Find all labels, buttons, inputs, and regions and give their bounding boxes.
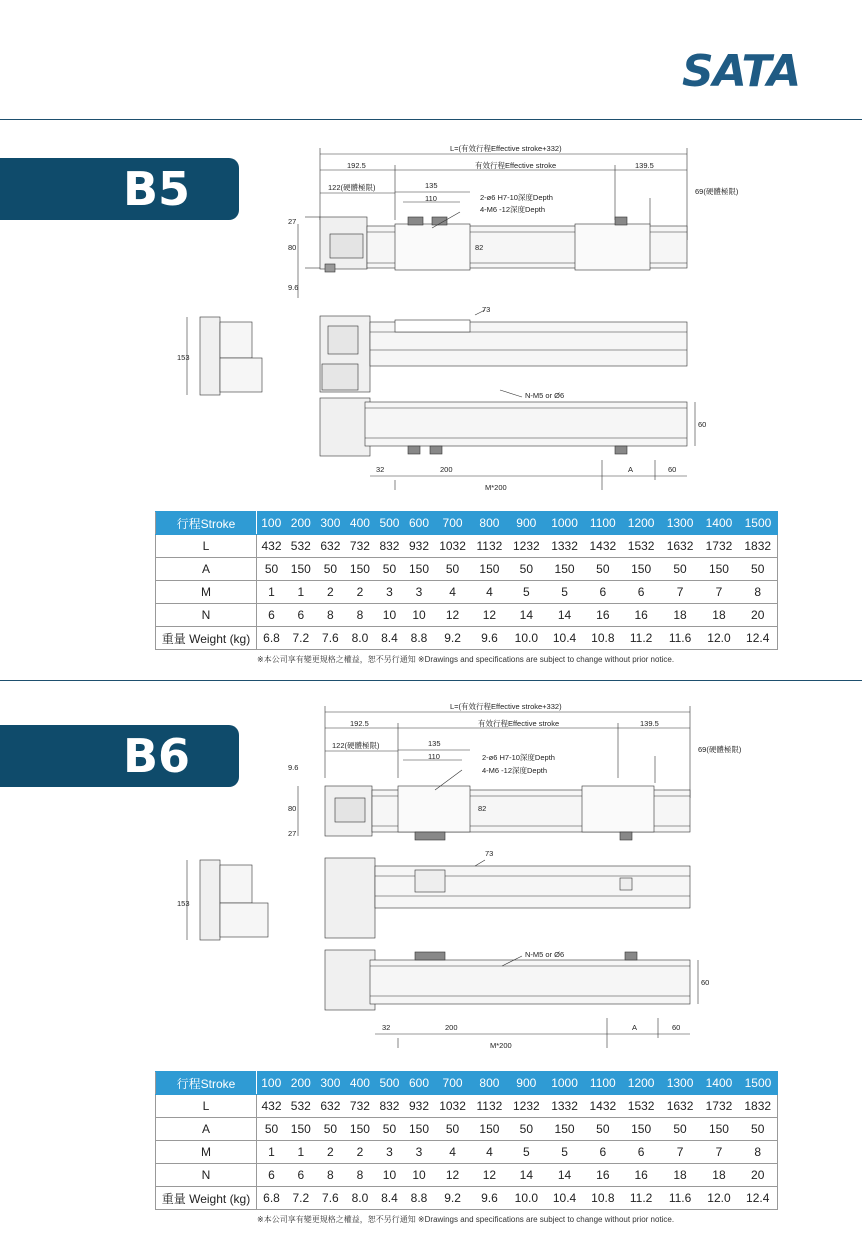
table-cell: 10 [375,604,405,627]
dim-32: 32 [376,465,385,474]
table-cell: 12.0 [700,1187,739,1210]
table-cell: 12 [434,1164,472,1187]
table-cell: 50 [257,1118,287,1141]
dim-80: 80 [288,804,297,813]
table-cell: 6 [257,1164,287,1187]
stroke-header-cell: 300 [316,512,346,535]
table-cell: 150 [700,558,739,581]
table-cell: 14 [508,604,546,627]
table-cell: 7.6 [316,627,346,650]
stroke-header-cell: 400 [345,1072,375,1095]
stroke-header-cell: 1100 [584,512,622,535]
sata-logo: SATA [682,46,801,97]
table-cell: 12.0 [700,627,739,650]
dim-60-horizontal: 60 [668,465,677,474]
row-label: L [156,535,257,558]
dim-153: 153 [177,899,190,908]
table-cell: 1132 [471,535,507,558]
table-cell: 2 [345,1141,375,1164]
spec-table-b6 [155,1071,778,1210]
table-cell: 4 [434,1141,472,1164]
dim-a: A [628,465,634,474]
table-cell: 632 [316,1095,346,1118]
table-cell: 6.8 [257,627,287,650]
table-cell: 432 [257,535,287,558]
table-cell: 1432 [584,1095,622,1118]
table-cell: 8.8 [404,1187,434,1210]
table-cell: 12 [434,604,472,627]
dim-effective-stroke: 有效行程Effective stroke [478,719,560,728]
table-cell: 7 [700,1141,739,1164]
stroke-header-cell: 200 [286,1072,316,1095]
disclaimer-note: ※本公司享有變更規格之權益，恕不另行通知 ※Drawings and specifications are subject to change without prior notice. [257,655,675,664]
table-cell: 7.2 [286,627,316,650]
stroke-header-cell: 1300 [661,512,700,535]
table-row [156,1164,778,1187]
table-cell: 932 [404,535,434,558]
stroke-header-cell: 100 [257,1072,287,1095]
table-cell: 1 [286,581,316,604]
table-cell: 10.8 [584,627,622,650]
table-cell: 150 [471,558,507,581]
table-cell: 1232 [508,1095,546,1118]
stroke-header-cell: 400 [345,512,375,535]
table-header-row [156,512,778,535]
table-cell: 150 [545,558,584,581]
stroke-header-cell: 900 [508,1072,546,1095]
section-divider [0,119,862,120]
table-cell: 8.4 [375,1187,405,1210]
model-title: B5 [123,162,191,216]
table-cell: 18 [661,604,700,627]
table-cell: 8.0 [345,1187,375,1210]
table-cell: 5 [508,581,546,604]
stroke-header-cell: 1000 [545,512,584,535]
table-cell: 7.2 [286,1187,316,1210]
dim-n-m5: N-M5 or Ø6 [525,391,565,400]
row-label: M [156,1141,257,1164]
table-cell: 12 [471,1164,507,1187]
table-cell: 12.4 [738,627,777,650]
table-cell: 1 [257,1141,287,1164]
table-cell: 8 [345,604,375,627]
table-cell: 50 [375,1118,405,1141]
dim-hole-spec-2: 4-M6 -12深度Depth [480,205,546,214]
section-divider [0,680,862,681]
table-cell: 8 [738,581,777,604]
table-cell: 532 [286,535,316,558]
table-cell: 9.6 [471,627,507,650]
table-cell: 5 [545,1141,584,1164]
table-cell: 1632 [661,1095,700,1118]
dim-effective-stroke: 有效行程Effective stroke [475,161,557,170]
table-cell: 3 [375,581,405,604]
table-cell: 4 [434,581,472,604]
dim-overall-length: L=(有效行程Effective stroke+332) [450,144,562,153]
table-cell: 50 [434,558,472,581]
table-cell: 50 [661,1118,700,1141]
dim-135: 135 [425,181,438,190]
table-cell: 150 [700,1118,739,1141]
dim-27: 27 [288,829,297,838]
table-cell: 7 [700,581,739,604]
table-cell: 1732 [700,535,739,558]
dim-135: 135 [428,739,441,748]
dim-m200: M*200 [490,1041,512,1048]
dim-200: 200 [445,1023,458,1032]
table-cell: 150 [471,1118,507,1141]
stroke-header-cell: 500 [375,512,405,535]
row-label: M [156,581,257,604]
dim-82: 82 [478,804,487,813]
table-cell: 10.4 [545,627,584,650]
stroke-header-cell: 700 [434,512,472,535]
table-cell: 50 [738,558,777,581]
table-cell: 50 [375,558,405,581]
table-cell: 50 [316,1118,346,1141]
table-cell: 1332 [545,535,584,558]
stroke-header-cell: 700 [434,1072,472,1095]
dim-122-limit: 122(硬體極限) [332,741,380,750]
table-cell: 150 [404,1118,434,1141]
dim-27: 27 [288,217,297,226]
table-cell: 150 [545,1118,584,1141]
dim-n-m5: N-M5 or Ø6 [525,950,565,959]
table-row [156,1141,778,1164]
table-cell: 3 [375,1141,405,1164]
stroke-header-cell: 800 [471,512,507,535]
table-cell: 832 [375,1095,405,1118]
stroke-header-cell: 1400 [700,1072,739,1095]
table-cell: 632 [316,535,346,558]
table-cell: 12 [471,604,507,627]
dim-60-horizontal: 60 [672,1023,681,1032]
table-cell: 150 [622,558,661,581]
table-cell: 10 [404,604,434,627]
table-cell: 6 [584,1141,622,1164]
stroke-header-cell: 1100 [584,1072,622,1095]
dim-9-6: 9.6 [288,283,299,292]
table-cell: 432 [257,1095,287,1118]
stroke-header-cell: 200 [286,512,316,535]
stroke-header-cell: 300 [316,1072,346,1095]
row-label: N [156,604,257,627]
dim-153: 153 [177,353,190,362]
table-cell: 150 [286,1118,316,1141]
table-cell: 5 [545,581,584,604]
table-cell: 50 [508,1118,546,1141]
dim-hole-spec-2: 4-M6 -12深度Depth [482,766,548,775]
table-cell: 20 [738,1164,777,1187]
table-cell: 18 [661,1164,700,1187]
model-title: B6 [123,729,191,783]
row-label: A [156,558,257,581]
table-cell: 10.0 [508,627,546,650]
dim-110: 110 [425,194,437,203]
table-row [156,1187,778,1210]
dim-69-limit: 69(硬體極限) [695,187,739,196]
dim-hole-spec-1: 2-ø6 H7-10深度Depth [480,193,553,202]
table-cell: 6 [622,581,661,604]
table-cell: 150 [345,558,375,581]
dim-m200: M*200 [485,483,507,490]
table-cell: 3 [404,581,434,604]
table-cell: 6 [257,604,287,627]
table-cell: 2 [316,581,346,604]
stroke-header-cell: 1200 [622,1072,661,1095]
header-stroke-label: 行程Stroke [156,512,257,535]
table-cell: 1832 [738,535,777,558]
table-cell: 50 [584,558,622,581]
dim-110: 110 [428,752,440,761]
stroke-header-cell: 600 [404,512,434,535]
table-cell: 10.0 [508,1187,546,1210]
stroke-header-cell: 1000 [545,1072,584,1095]
table-cell: 3 [404,1141,434,1164]
dim-32: 32 [382,1023,391,1032]
stroke-header-cell: 1300 [661,1072,700,1095]
table-cell: 1832 [738,1095,777,1118]
stroke-header-cell: 800 [471,1072,507,1095]
table-cell: 150 [286,558,316,581]
table-cell: 50 [584,1118,622,1141]
dim-69-limit: 69(硬體極限) [698,745,742,754]
table-row [156,627,778,650]
table-cell: 11.6 [661,627,700,650]
table-cell: 1632 [661,535,700,558]
table-cell: 9.2 [434,627,472,650]
table-cell: 8.0 [345,627,375,650]
table-cell: 5 [508,1141,546,1164]
table-row [156,604,778,627]
table-cell: 18 [700,604,739,627]
table-cell: 1532 [622,535,661,558]
dim-82: 82 [475,243,484,252]
dim-60-vertical: 60 [701,978,710,987]
stroke-header-cell: 1400 [700,512,739,535]
table-cell: 932 [404,1095,434,1118]
table-header-row [156,1072,778,1095]
table-cell: 1232 [508,535,546,558]
table-cell: 1332 [545,1095,584,1118]
table-cell: 10 [404,1164,434,1187]
table-cell: 8 [316,604,346,627]
table-cell: 150 [622,1118,661,1141]
dim-73: 73 [482,305,491,314]
dim-139-5: 139.5 [635,161,654,170]
table-cell: 6 [584,581,622,604]
table-cell: 11.2 [622,1187,661,1210]
table-cell: 7 [661,1141,700,1164]
table-cell: 1032 [434,535,472,558]
table-cell: 1032 [434,1095,472,1118]
table-cell: 50 [257,558,287,581]
table-row [156,581,778,604]
table-cell: 2 [345,581,375,604]
stroke-header-cell: 1500 [738,1072,777,1095]
table-cell: 16 [584,1164,622,1187]
dim-9-6: 9.6 [288,763,299,772]
table-cell: 10 [375,1164,405,1187]
table-cell: 1532 [622,1095,661,1118]
table-cell: 10.8 [584,1187,622,1210]
dim-80: 80 [288,243,297,252]
dim-122-limit: 122(硬體極限) [328,183,376,192]
table-cell: 1 [286,1141,316,1164]
table-cell: 20 [738,604,777,627]
table-cell: 9.6 [471,1187,507,1210]
table-cell: 7.6 [316,1187,346,1210]
table-cell: 6 [622,1141,661,1164]
row-label: 重量 Weight (kg) [156,1187,257,1210]
table-cell: 7 [661,581,700,604]
stroke-header-cell: 1200 [622,512,661,535]
table-row [156,1118,778,1141]
table-cell: 1432 [584,535,622,558]
table-cell: 150 [345,1118,375,1141]
dim-hole-spec-1: 2-ø6 H7-10深度Depth [482,753,555,762]
dim-192-5: 192.5 [350,719,369,728]
table-cell: 8 [316,1164,346,1187]
table-cell: 8.4 [375,627,405,650]
table-cell: 11.2 [622,627,661,650]
row-label: L [156,1095,257,1118]
table-cell: 11.6 [661,1187,700,1210]
table-cell: 14 [545,604,584,627]
table-cell: 832 [375,535,405,558]
dim-a: A [632,1023,638,1032]
table-cell: 1 [257,581,287,604]
table-cell: 50 [434,1118,472,1141]
table-cell: 6.8 [257,1187,287,1210]
row-label: N [156,1164,257,1187]
table-cell: 8.8 [404,627,434,650]
table-cell: 9.2 [434,1187,472,1210]
table-cell: 50 [508,558,546,581]
table-row [156,535,778,558]
table-cell: 14 [545,1164,584,1187]
stroke-header-cell: 900 [508,512,546,535]
table-cell: 732 [345,1095,375,1118]
table-cell: 1732 [700,1095,739,1118]
header-stroke-label: 行程Stroke [156,1072,257,1095]
table-cell: 16 [622,1164,661,1187]
table-cell: 16 [584,604,622,627]
table-cell: 532 [286,1095,316,1118]
table-cell: 1132 [471,1095,507,1118]
table-cell: 10.4 [545,1187,584,1210]
row-label: 重量 Weight (kg) [156,627,257,650]
stroke-header-cell: 1500 [738,512,777,535]
table-cell: 18 [700,1164,739,1187]
dim-139-5: 139.5 [640,719,659,728]
table-cell: 50 [316,558,346,581]
dim-60-vertical: 60 [698,420,707,429]
table-cell: 16 [622,604,661,627]
stroke-header-cell: 600 [404,1072,434,1095]
table-cell: 50 [661,558,700,581]
spec-table-b5 [155,511,778,650]
dim-192-5: 192.5 [347,161,366,170]
table-row [156,1095,778,1118]
table-cell: 8 [345,1164,375,1187]
stroke-header-cell: 100 [257,512,287,535]
technical-drawing-b6 [150,698,750,1048]
table-cell: 732 [345,535,375,558]
table-cell: 6 [286,604,316,627]
dim-overall-length: L=(有效行程Effective stroke+332) [450,702,562,711]
row-label: A [156,1118,257,1141]
dim-73: 73 [485,849,494,858]
disclaimer-note: ※本公司享有變更規格之權益，恕不另行通知 ※Drawings and specifications are subject to change without prior notice. [257,1215,675,1224]
table-cell: 2 [316,1141,346,1164]
table-cell: 6 [286,1164,316,1187]
table-cell: 4 [471,1141,507,1164]
table-cell: 4 [471,581,507,604]
table-cell: 150 [404,558,434,581]
table-cell: 14 [508,1164,546,1187]
table-row [156,558,778,581]
stroke-header-cell: 500 [375,1072,405,1095]
table-cell: 50 [738,1118,777,1141]
table-cell: 8 [738,1141,777,1164]
technical-drawing-b5 [150,140,750,490]
dim-200: 200 [440,465,453,474]
table-cell: 12.4 [738,1187,777,1210]
